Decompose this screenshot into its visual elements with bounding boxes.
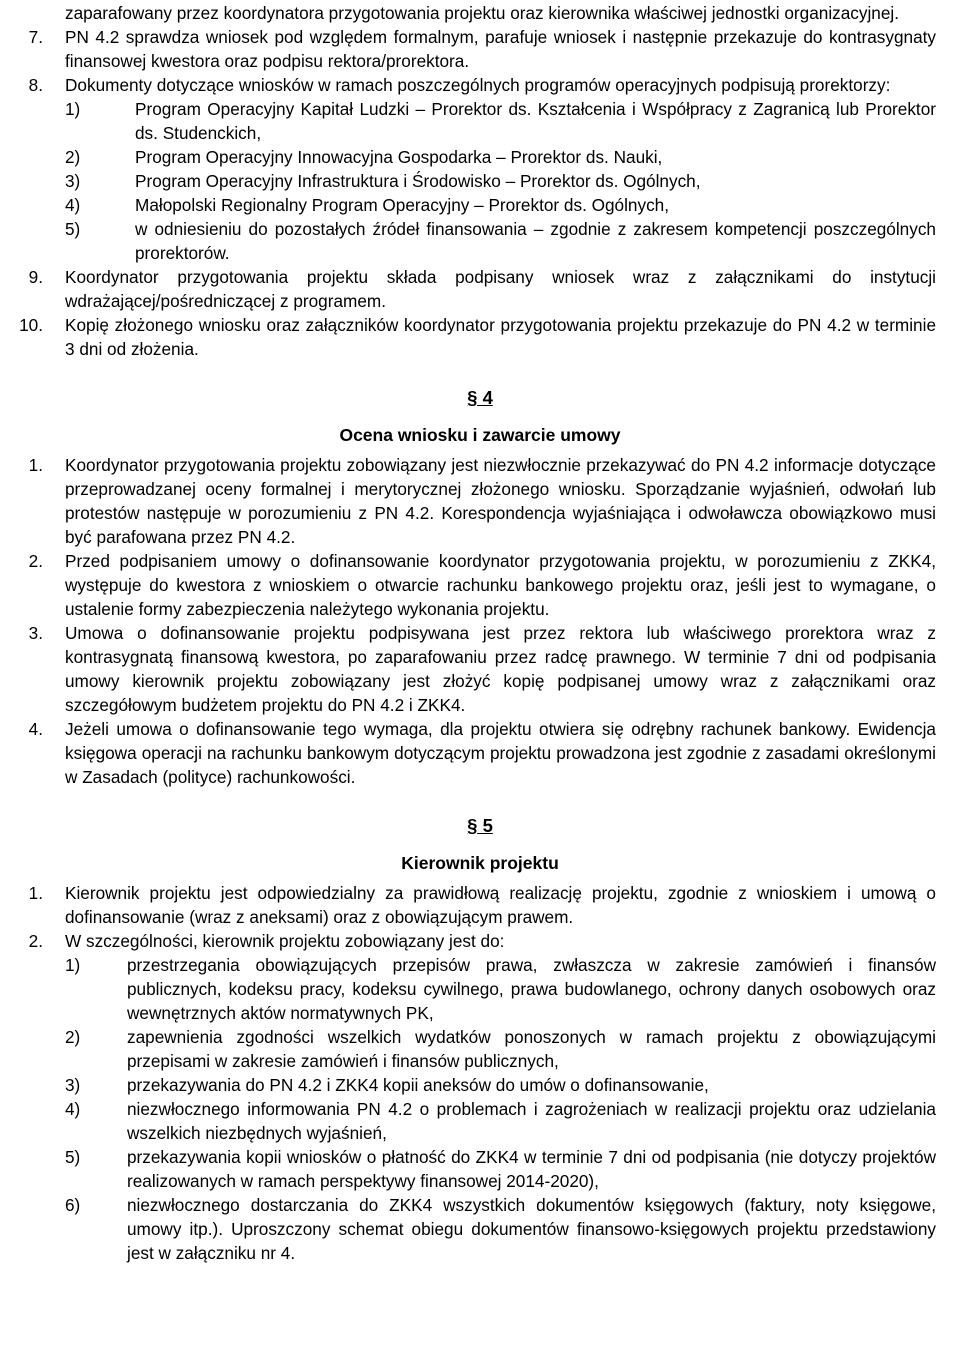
item-number: 9. xyxy=(28,267,43,287)
item-text: Jeżeli umowa o dofinansowanie tego wymaga, dla projektu otwiera się odrębny rachunek bankowy. Ewidencja księgowa operacji na rachunku bankowym dotyczącym projektu prowadzona jest zgodnie z zasadami określonymi w Zasadach (polityce) rachunkowości. xyxy=(65,719,936,787)
section-symbol-text: § 4 xyxy=(467,387,493,408)
item-text: Dokumenty dotyczące wniosków w ramach poszczególnych programów operacyjnych podpisują prorektorzy: xyxy=(65,75,891,95)
item-number: 4. xyxy=(28,719,43,739)
section-symbol-text: § 5 xyxy=(467,815,493,836)
sub-list-item xyxy=(0,1073,960,1097)
item-text: Koordynator przygotowania projektu zobowiązany jest niezwłocznie przekazywać do PN 4.2 informacje dotyczące przeprowadzanej oceny formalnej i merytorycznej złożonego wniosku. Sporządzanie wyjaśnień, odwołań lub protestów następuje w porozumieniu z PN 4.2. Korespondencja wyjaśniająca i odwoławcza obowiązkowo musi być parafowana przez PN 4.2. xyxy=(65,455,936,547)
continuation-paragraph: zaparafowany przez koordynatora przygotowania projektu oraz kierownika właściwej jednostki organizacyjnej. xyxy=(65,3,900,23)
item-text: Kierownik projektu jest odpowiedzialny za prawidłową realizację projektu, zgodnie z wnioskiem i umową o dofinansowanie (wraz z aneksami) oraz z obowiązującym prawem. xyxy=(65,883,936,927)
sub-item-number: 4) xyxy=(65,195,81,215)
item-number: 2. xyxy=(28,551,43,571)
item-number: 7. xyxy=(28,27,43,47)
sub-item-text: Małopolski Regionalny Program Operacyjny – Prorektor ds. Ogólnych, xyxy=(135,195,670,215)
list-item xyxy=(0,881,960,929)
sub-list-item xyxy=(0,953,960,1025)
item-number: 1. xyxy=(28,883,43,903)
section-symbol xyxy=(0,814,960,838)
sub-item-text: zapewnienia zgodności wszelkich wydatków ponoszonych w ramach projektu z obowiązującymi przepisami w zakresie zamówień i finansów publicznych, xyxy=(127,1027,936,1071)
item-text: Przed podpisaniem umowy o dofinansowanie koordynator przygotowania projektu, w porozumieniu z ZKK4, występuje do kwestora z wnioskiem o otwarcie rachunku bankowego projektu oraz, jeśli jest to wymagane, o ustalenie formy zabezpieczenia należytego wykonania projektu. xyxy=(65,551,936,619)
item-text: Koordynator przygotowania projektu składa podpisany wniosek wraz z załącznikami do instytucji wdrażającej/pośredniczącej z programem. xyxy=(65,267,936,311)
item-number: 1. xyxy=(28,455,43,475)
section-title: Ocena wniosku i zawarcie umowy xyxy=(339,425,621,445)
list-item xyxy=(0,73,960,97)
item-text: Umowa o dofinansowanie projektu podpisywana jest przez rektora lub właściwego prorektora wraz z kontrasygnatą finansową kwestora, po zaparafowaniu przez radcę prawnego. W terminie 7 dni od podpisania umowy kierownik projektu zobowiązany jest złożyć kopię podpisanej umowy wraz z załącznikami oraz szczegółowym budżetem projektu do PN 4.2 i ZKK4. xyxy=(65,623,936,715)
sub-list-item xyxy=(0,1193,960,1265)
sub-list-item xyxy=(0,145,960,169)
item-number: 10. xyxy=(19,315,43,335)
list-item xyxy=(0,453,960,549)
sub-list-item xyxy=(0,1025,960,1073)
sub-item-number: 5) xyxy=(65,1147,81,1167)
sub-item-number: 5) xyxy=(65,219,81,239)
list-item xyxy=(0,549,960,621)
item-text: PN 4.2 sprawdza wniosek pod względem formalnym, parafuje wniosek i następnie przekazuje do kontrasygnaty finansowej kwestora oraz podpisu rektora/prorektora. xyxy=(65,27,936,71)
list-item xyxy=(0,717,960,789)
sub-item-number: 6) xyxy=(65,1195,81,1215)
sub-item-number: 3) xyxy=(65,1075,81,1095)
section-title: Kierownik projektu xyxy=(401,853,559,873)
sub-item-number: 1) xyxy=(65,99,81,119)
item-number: 2. xyxy=(28,931,43,951)
list-item xyxy=(0,25,960,73)
sub-list-item xyxy=(0,1145,960,1193)
sub-item-text: przestrzegania obowiązujących przepisów prawa, zwłaszcza w zakresie zamówień i finansów publicznych, kodeksu pracy, kodeksu cywilnego, prawa budowlanego, ochrony danych osobowych oraz wewnętrznych aktów normatywnych PK, xyxy=(127,955,936,1023)
item-text: W szczególności, kierownik projektu zobowiązany jest do: xyxy=(65,931,505,951)
sub-item-text: Program Operacyjny Infrastruktura i Środowisko – Prorektor ds. Ogólnych, xyxy=(135,171,701,191)
list-item xyxy=(0,313,960,361)
sub-item-number: 4) xyxy=(65,1099,81,1119)
sub-item-text: w odniesieniu do pozostałych źródeł finansowania – zgodnie z zakresem kompetencji poszczególnych prorektorów. xyxy=(135,219,936,263)
sub-item-text: przekazywania do PN 4.2 i ZKK4 kopii aneksów do umów o dofinansowanie, xyxy=(127,1075,709,1095)
list-item xyxy=(0,929,960,953)
list-item xyxy=(0,621,960,717)
sub-item-number: 1) xyxy=(65,955,81,975)
sub-item-text: niezwłocznego informowania PN 4.2 o problemach i zagrożeniach w realizacji projektu oraz udzielania wszelkich niezbędnych wyjaśnień, xyxy=(127,1099,936,1143)
sub-list-item xyxy=(0,193,960,217)
item-text: Kopię złożonego wniosku oraz załączników koordynator przygotowania projektu przekazuje do PN 4.2 w terminie 3 dni od złożenia. xyxy=(65,315,936,359)
sub-list-item xyxy=(0,1097,960,1145)
sub-item-number: 2) xyxy=(65,147,81,167)
item-number: 8. xyxy=(28,75,43,95)
sub-item-text: Program Operacyjny Kapitał Ludzki – Prorektor ds. Kształcenia i Współpracy z Zagranicą lub Prorektor ds. Studenckich, xyxy=(135,99,936,143)
sub-list-item xyxy=(0,217,960,265)
list-item xyxy=(0,265,960,313)
sub-item-text: przekazywania kopii wniosków o płatność do ZKK4 w terminie 7 dni od podpisania (nie dotyczy projektów realizowanych w ramach perspektywy finansowej 2014-2020), xyxy=(127,1147,936,1191)
sub-list-item xyxy=(0,97,960,145)
sub-item-text: niezwłocznego dostarczania do ZKK4 wszystkich dokumentów księgowych (faktury, noty księgowe, umowy itp.). Uproszczony schemat obiegu dokumentów finansowo-księgowych projektu przedstawiony jest w załączniku nr 4. xyxy=(127,1195,936,1263)
sub-item-number: 2) xyxy=(65,1027,81,1047)
section-symbol xyxy=(0,386,960,410)
sub-list-item xyxy=(0,169,960,193)
sub-item-number: 3) xyxy=(65,171,81,191)
item-number: 3. xyxy=(28,623,43,643)
sub-item-text: Program Operacyjny Innowacyjna Gospodarka – Prorektor ds. Nauki, xyxy=(135,147,663,167)
